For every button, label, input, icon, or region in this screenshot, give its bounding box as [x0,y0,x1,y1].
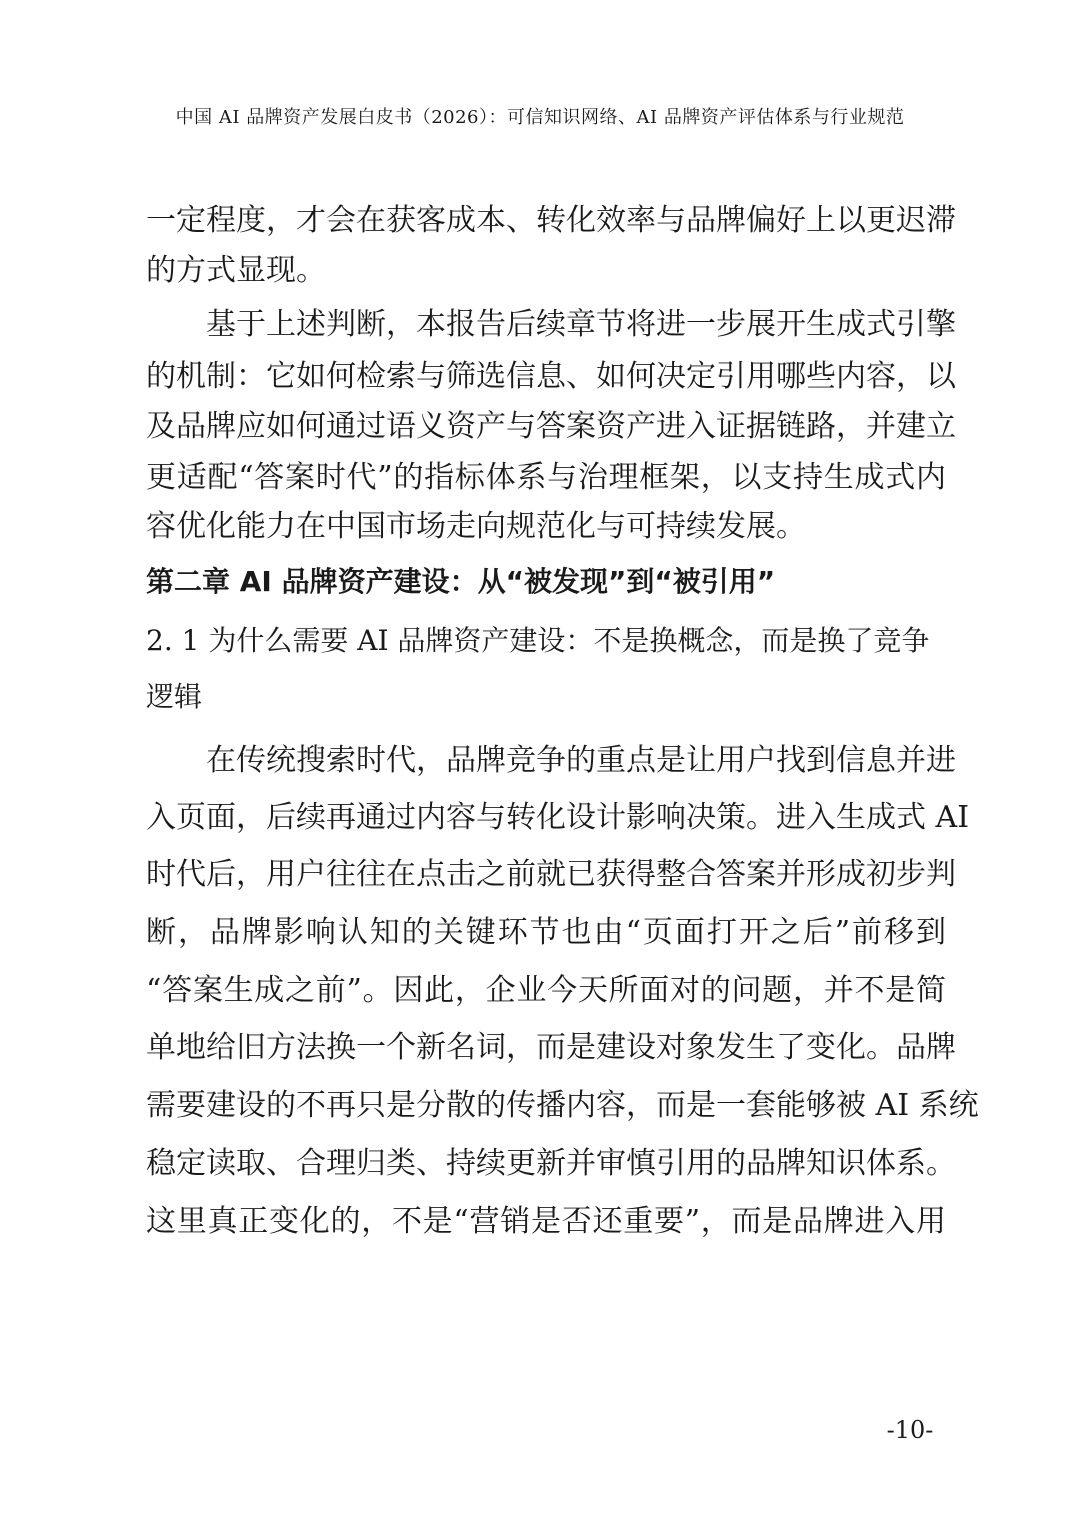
text-line: 的机制：它如何检索与筛选信息、如何决定引用哪些内容，以 [146,359,956,394]
text-line: 在传统搜索时代，品牌竞争的重点是让用户找到信息并进 [146,743,956,778]
text-line: 需要建设的不再只是分散的传播内容，而是一套能够被 AI 系统 [146,1088,979,1123]
text-line: 单地给旧方法换一个新名词，而是建设对象发生了变化。品牌 [146,1030,956,1065]
text-line: 断，品牌影响认知的关键环节也由“页面打开之后”前移到 [146,915,946,950]
page-header: 中国 AI 品牌资产发展白皮书（2026）：可信知识网络、AI 品牌资产评估体系与行业规范 [175,107,905,128]
text-line: “答案生成之前”。因此，企业今天所面对的问题，并不是简 [146,973,946,1008]
text-line: 的方式显现。 [146,253,326,288]
text-line: 基于上述判断，本报告后续章节将进一步展开生成式引擎 [146,307,956,342]
text-line: 容优化能力在中国市场走向规范化与可持续发展。 [146,509,806,544]
text-line: 这里真正变化的，不是“营销是否还重要”，而是品牌进入用 [146,1204,946,1239]
text-line: 及品牌应如何通过语义资产与答案资产进入证据链路，并建立 [146,409,956,444]
text-line: 更适配“答案时代”的指标体系与治理框架，以支持生成式内 [146,460,946,495]
text-line: 稳定读取、合理归类、持续更新并审慎引用的品牌知识体系。 [146,1146,956,1181]
chapter-title: 第二章 AI 品牌资产建设：从“被发现”到“被引用” [146,565,776,598]
section-title-line: 2. 1 为什么需要 AI 品牌资产建设：不是换概念，而是换了竞争 [146,624,930,657]
text-line: 时代后，用户往往在点击之前就已获得整合答案并形成初步判 [146,857,956,892]
section-title-line: 逻辑 [146,680,203,713]
text-line: 一定程度，才会在获客成本、转化效率与品牌偏好上以更迟滞 [146,203,956,238]
page-number: -10- [886,1416,934,1444]
text-line: 入页面，后续再通过内容与转化设计影响决策。进入生成式 AI [146,800,970,835]
